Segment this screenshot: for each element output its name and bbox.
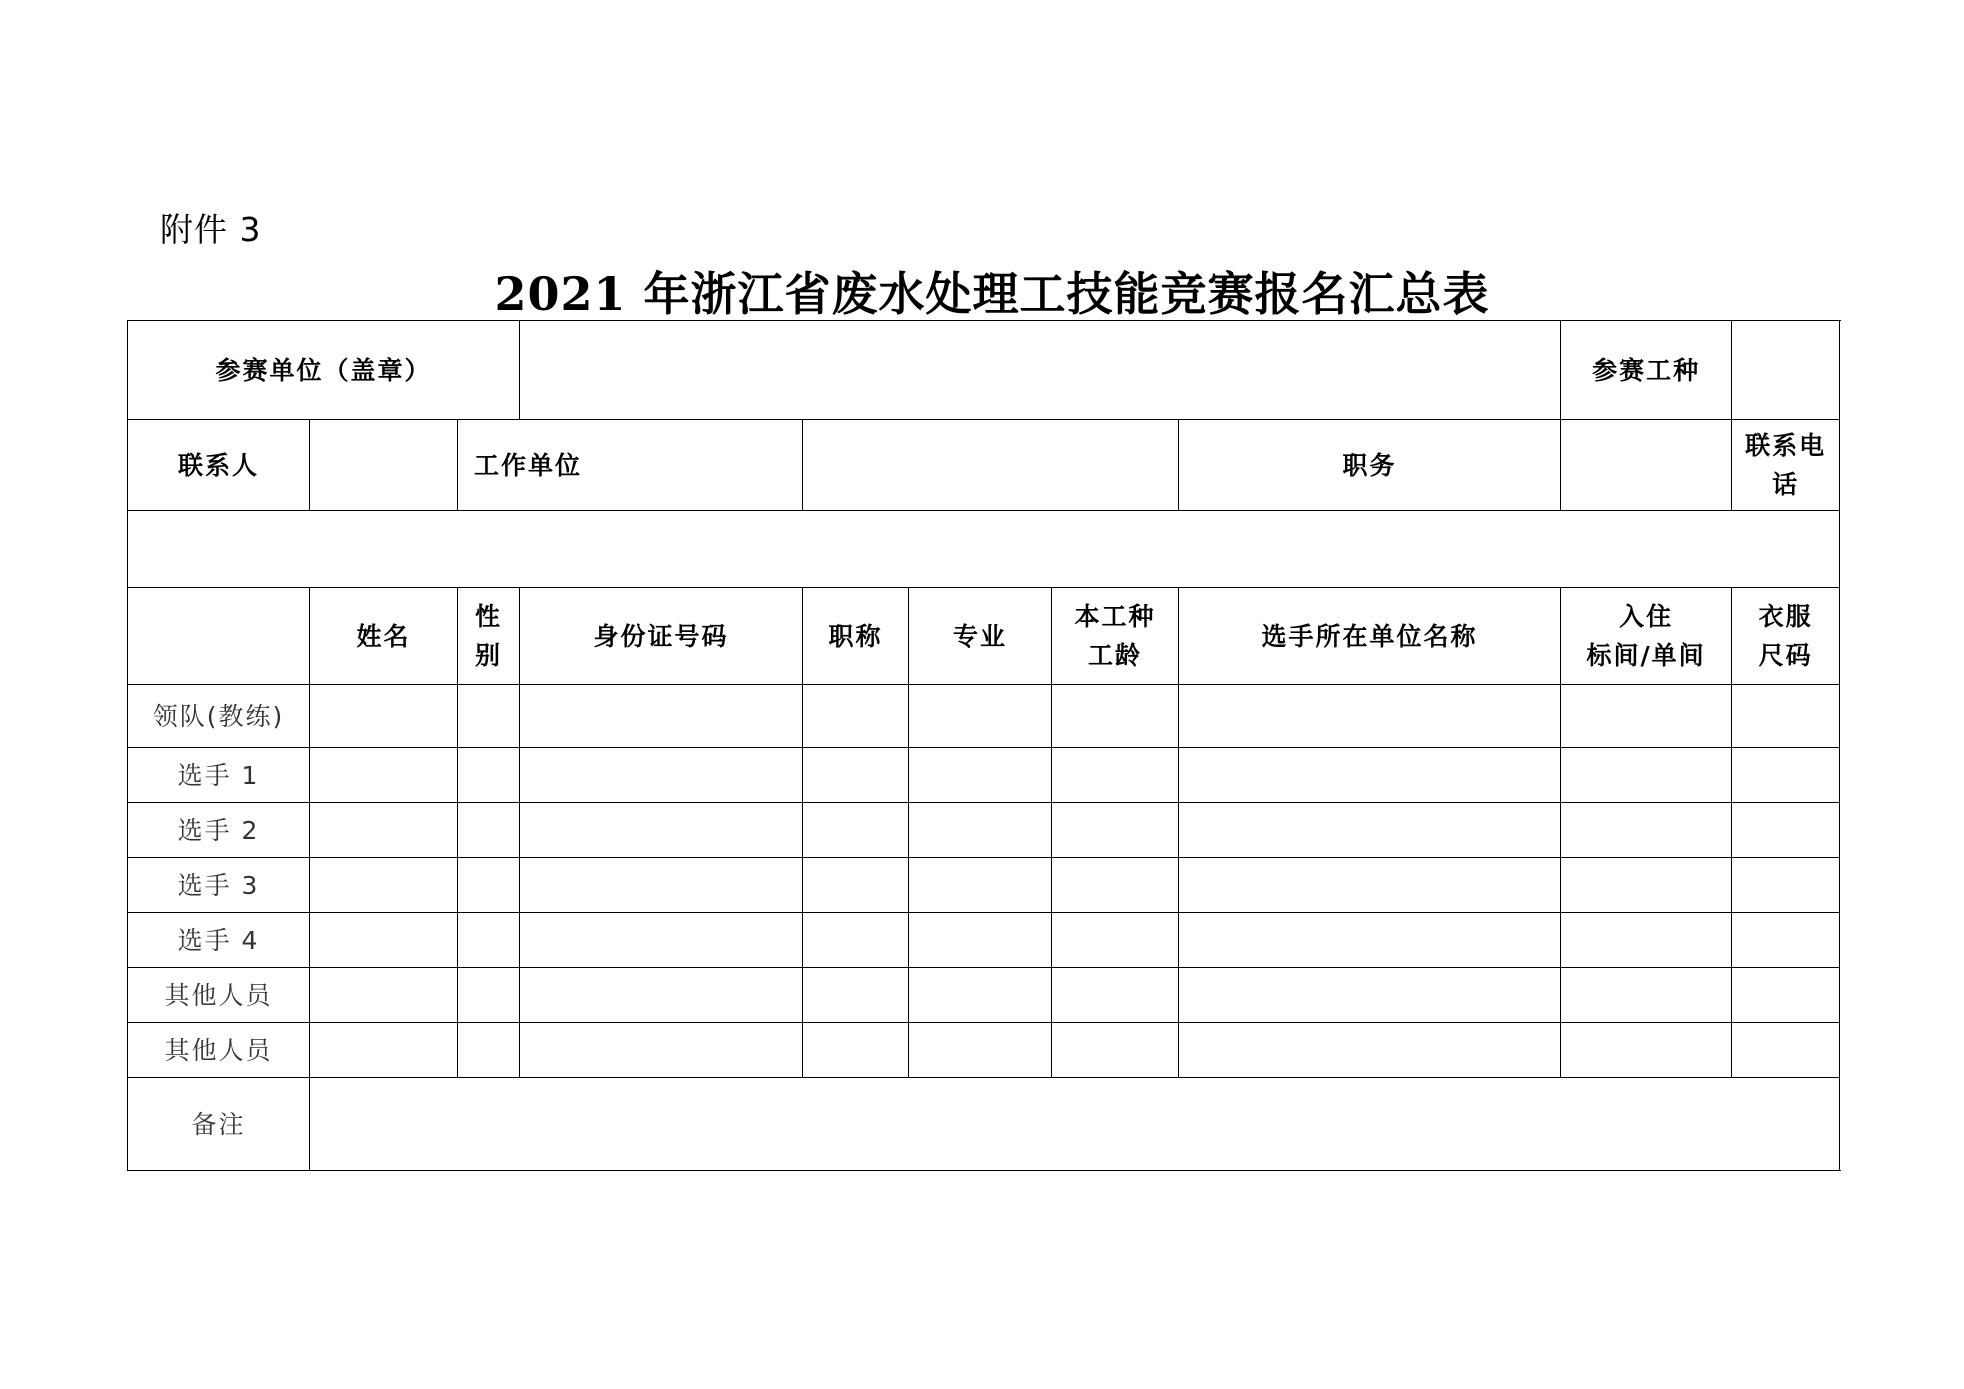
header-clothing-size xyxy=(1732,588,1840,685)
header-lodging-line1: 入住 xyxy=(1619,602,1674,631)
unit-label: 参赛单位（盖章） xyxy=(128,321,520,420)
table-row xyxy=(128,803,1840,858)
position-label: 职务 xyxy=(1179,420,1561,511)
major-cell[interactable] xyxy=(909,1023,1052,1078)
title-cell[interactable] xyxy=(803,858,909,913)
header-seniority-line1: 本工种 xyxy=(1074,602,1156,631)
lodging-cell[interactable] xyxy=(1561,685,1732,748)
id-number-cell[interactable] xyxy=(520,858,803,913)
header-size-line1: 衣服 xyxy=(1758,602,1813,631)
unit-row xyxy=(128,321,1840,420)
header-org-name: 选手所在单位名称 xyxy=(1179,588,1561,685)
clothing-size-cell[interactable] xyxy=(1732,748,1840,803)
clothing-size-cell[interactable] xyxy=(1732,968,1840,1023)
header-lodging-line2: 标间/单间 xyxy=(1586,641,1706,670)
row-role-label: 其他人员 xyxy=(128,1023,310,1078)
name-cell[interactable] xyxy=(310,748,458,803)
clothing-size-cell[interactable] xyxy=(1732,913,1840,968)
blank-cell xyxy=(128,511,1840,588)
gender-cell[interactable] xyxy=(458,1023,520,1078)
id-number-cell[interactable] xyxy=(520,803,803,858)
name-cell[interactable] xyxy=(310,913,458,968)
seniority-cell[interactable] xyxy=(1052,858,1179,913)
row-role-label: 其他人员 xyxy=(128,968,310,1023)
table-row xyxy=(128,913,1840,968)
name-cell[interactable] xyxy=(310,968,458,1023)
row-role-label: 选手 4 xyxy=(128,913,310,968)
attachment-label: 附件 3 xyxy=(160,210,262,249)
position-field[interactable] xyxy=(1561,420,1732,511)
row-role-label: 选手 2 xyxy=(128,803,310,858)
seniority-cell[interactable] xyxy=(1052,913,1179,968)
contact-field[interactable] xyxy=(310,420,458,511)
header-size-line2: 尺码 xyxy=(1758,641,1813,670)
org-name-cell[interactable] xyxy=(1179,748,1561,803)
gender-cell[interactable] xyxy=(458,858,520,913)
remarks-row xyxy=(128,1078,1840,1171)
title-cell[interactable] xyxy=(803,913,909,968)
id-number-cell[interactable] xyxy=(520,968,803,1023)
clothing-size-cell[interactable] xyxy=(1732,858,1840,913)
header-name: 姓名 xyxy=(310,588,458,685)
seniority-cell[interactable] xyxy=(1052,685,1179,748)
title-cell[interactable] xyxy=(803,1023,909,1078)
contact-row xyxy=(128,420,1840,511)
trade-field[interactable] xyxy=(1732,321,1840,420)
table-row xyxy=(128,968,1840,1023)
seniority-cell[interactable] xyxy=(1052,803,1179,858)
remarks-label: 备注 xyxy=(128,1078,310,1171)
clothing-size-cell[interactable] xyxy=(1732,803,1840,858)
row-role-label: 领队(教练) xyxy=(128,685,310,748)
page-title: 2021 年浙江省废水处理工技能竞赛报名汇总表 xyxy=(494,267,1490,321)
header-major: 专业 xyxy=(909,588,1052,685)
seniority-cell[interactable] xyxy=(1052,748,1179,803)
table-row xyxy=(128,1023,1840,1078)
header-role xyxy=(128,588,310,685)
row-role-label: 选手 3 xyxy=(128,858,310,913)
lodging-cell[interactable] xyxy=(1561,858,1732,913)
org-name-cell[interactable] xyxy=(1179,685,1561,748)
name-cell[interactable] xyxy=(310,858,458,913)
contact-label: 联系人 xyxy=(128,420,310,511)
id-number-cell[interactable] xyxy=(520,913,803,968)
name-cell[interactable] xyxy=(310,1023,458,1078)
title-cell[interactable] xyxy=(803,748,909,803)
title-cell[interactable] xyxy=(803,685,909,748)
lodging-cell[interactable] xyxy=(1561,968,1732,1023)
title-cell[interactable] xyxy=(803,968,909,1023)
gender-cell[interactable] xyxy=(458,685,520,748)
clothing-size-cell[interactable] xyxy=(1732,1023,1840,1078)
id-number-cell[interactable] xyxy=(520,685,803,748)
gender-cell[interactable] xyxy=(458,748,520,803)
org-name-cell[interactable] xyxy=(1179,968,1561,1023)
trade-label: 参赛工种 xyxy=(1561,321,1732,420)
header-title: 职称 xyxy=(803,588,909,685)
gender-cell[interactable] xyxy=(458,968,520,1023)
table-row xyxy=(128,748,1840,803)
major-cell[interactable] xyxy=(909,748,1052,803)
header-id-number: 身份证号码 xyxy=(520,588,803,685)
registration-form-table xyxy=(127,320,1840,1171)
org-name-cell[interactable] xyxy=(1179,858,1561,913)
phone-label: 联系电话 xyxy=(1732,420,1840,511)
name-cell[interactable] xyxy=(310,685,458,748)
workplace-field[interactable] xyxy=(803,420,1179,511)
row-role-label: 选手 1 xyxy=(128,748,310,803)
gender-cell[interactable] xyxy=(458,913,520,968)
lodging-cell[interactable] xyxy=(1561,803,1732,858)
seniority-cell[interactable] xyxy=(1052,1023,1179,1078)
major-cell[interactable] xyxy=(909,858,1052,913)
org-name-cell[interactable] xyxy=(1179,913,1561,968)
major-cell[interactable] xyxy=(909,913,1052,968)
header-gender-line2: 别 xyxy=(475,641,503,670)
remarks-field[interactable] xyxy=(310,1078,1840,1171)
org-name-cell[interactable] xyxy=(1179,1023,1561,1078)
lodging-cell[interactable] xyxy=(1561,913,1732,968)
column-header-row xyxy=(128,588,1840,685)
blank-row xyxy=(128,511,1840,588)
major-cell[interactable] xyxy=(909,685,1052,748)
lodging-cell[interactable] xyxy=(1561,1023,1732,1078)
workplace-label: 工作单位 xyxy=(458,420,803,511)
title-cell[interactable] xyxy=(803,803,909,858)
id-number-cell[interactable] xyxy=(520,748,803,803)
unit-field[interactable] xyxy=(520,321,1561,420)
org-name-cell[interactable] xyxy=(1179,803,1561,858)
clothing-size-cell[interactable] xyxy=(1732,685,1840,748)
name-cell[interactable] xyxy=(310,803,458,858)
major-cell[interactable] xyxy=(909,968,1052,1023)
table-row xyxy=(128,858,1840,913)
gender-cell[interactable] xyxy=(458,803,520,858)
table-row xyxy=(128,685,1840,748)
lodging-cell[interactable] xyxy=(1561,748,1732,803)
major-cell[interactable] xyxy=(909,803,1052,858)
id-number-cell[interactable] xyxy=(520,1023,803,1078)
seniority-cell[interactable] xyxy=(1052,968,1179,1023)
header-gender-line1: 性 xyxy=(475,602,503,631)
header-seniority xyxy=(1052,588,1179,685)
header-seniority-line2: 工龄 xyxy=(1088,641,1143,670)
header-gender xyxy=(458,588,520,685)
header-lodging xyxy=(1561,588,1732,685)
